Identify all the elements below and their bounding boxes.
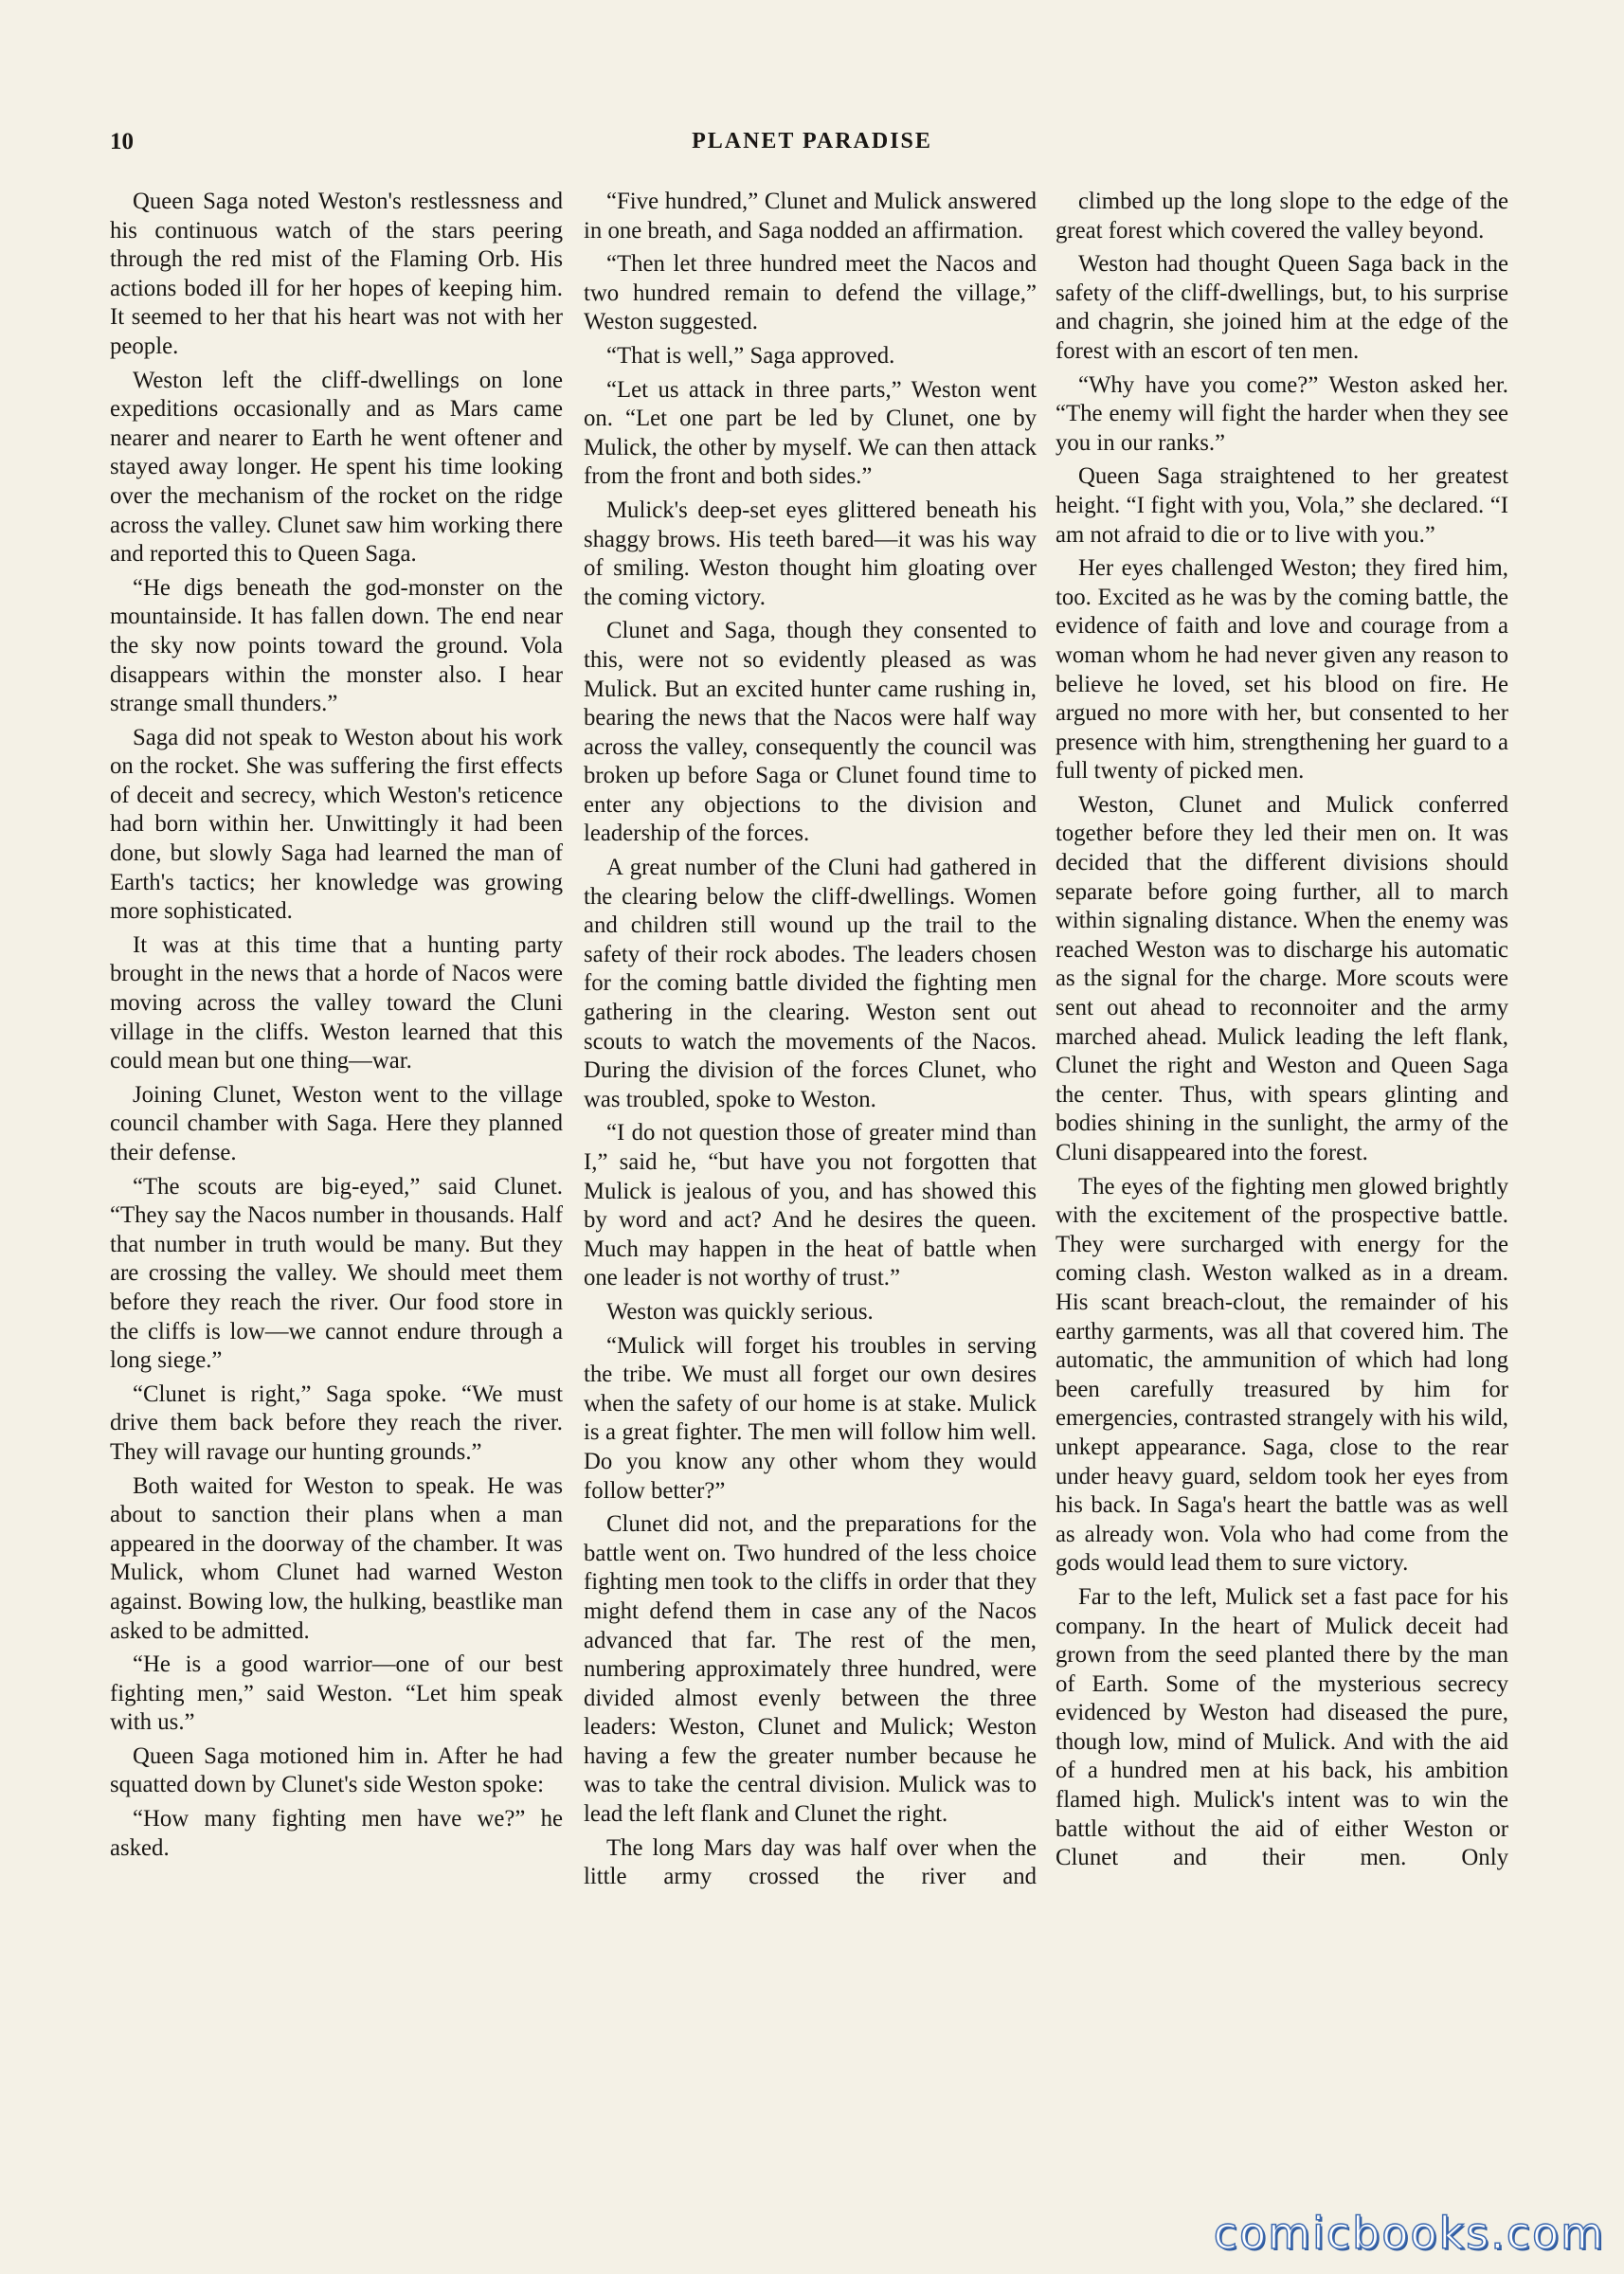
paragraph: “Then let three hundred meet the Nacos and two hundred remain to defend the village,” Weston suggested. [584,251,1037,335]
paragraph: “Mulick will forget his troubles in serving the tribe. We must all forget our own desires when the safety of our home is at stake. Mulick is a great fighter. The men will follow him well. Do you know any other whom they would follow better?” [584,1332,1037,1504]
paragraph: Both waited for Weston to speak. He was about to sanction their plans when a man appeared in the doorway of the chamber. It was Mulick, whom Clunet had warned Weston against. Bowing low, the hulking, beastlike man asked to be admitted. [110,1472,563,1644]
paragraph: Weston had thought Queen Saga back in the safety of the cliff-dwellings, but, to his surprise and chagrin, she joined him at the edge of the forest with an escort of ten men. [1056,251,1508,364]
paragraph: Clunet and Saga, though they consented to this, were not so evidently pleased as was Mulick. But an excited hunter came rushing in, bearing the news that the Nacos were half way across the valley, consequently the council was broken up before Saga or Clunet found time to enter any objections to the division and leadership of the forces. [584,618,1037,847]
page-number: 10 [110,129,134,154]
running-title: PLANET PARADISE [692,129,932,153]
paragraph: “That is well,” Saga approved. [606,342,895,369]
page-header [0,129,1624,167]
paragraph: Queen Saga straightened to her greatest height. “I fight with you, Vola,” she declared. “I am not afraid to die or to live with you.” [1056,463,1508,548]
paragraph: climbed up the long slope to the edge of the great forest which covered the valley beyond. [1056,189,1508,244]
paragraph: The long Mars day was half over when the little army crossed the river and [584,1834,1037,1890]
watermark-logo: comicbooks.com [1213,2208,1605,2259]
paragraph: “Let us attack in three parts,” Weston went on. “Let one part be led by Clunet, one by Mulick, the other by myself. We can then attack from the front and both sides.” [584,376,1037,490]
text-column-1 [110,188,563,2139]
paragraph: Weston was quickly serious. [606,1298,874,1325]
paragraph: “How many fighting men have we?” he asked. [110,1806,563,1861]
paragraph: Clunet did not, and the preparations for the battle went on. Two hundred of the less choice fighting men took to the cliffs in order that they might defend them in case any of the Nacos advanced that far. The rest of the men, numbering approximately three hundred, were divided almost evenly between the three leaders: Weston, Clunet and Mulick; Weston having a few the greater number because he was to take the central division. Mulick was to lead the left flank and Clunet the right. [584,1511,1037,1828]
paragraph: Joining Clunet, Weston went to the village council chamber with Saga. Here they planned their defense. [110,1081,563,1165]
paragraph: The eyes of the fighting men glowed brightly with the excitement of the prospective battle. They were surcharged with energy for the coming clash. Weston walked as in a dream. His scant breach-clout, the remainder of his earthy garments, was all that covered him. The automatic, the ammunition of which had long been carefully treasured by him for emergencies, contrasted strangely with his wild, unkept appearance. Saga, close to the rear under heavy guard, seldom took her eyes from his back. In Saga's heart the battle was as well as already won. Vola who had come from the gods would lead them to sure victory. [1056,1173,1508,1577]
paragraph: “He digs beneath the god-monster on the mountainside. It has fallen down. The end near the sky now points toward the ground. Vola disappears within the monster also. I hear strange small thunders.” [110,574,563,717]
paragraph: Queen Saga noted Weston's restlessness and his continuous watch of the stars peering through the red mist of the Flaming Orb. His actions boded ill for her hopes of keeping him. It seemed to her that his heart was not with her people. [110,189,563,359]
paragraph: Saga did not speak to Weston about his work on the rocket. She was suffering the first effects of deceit and secrecy, which Weston's reticence had born within her. Unwittingly it had been done, but slowly Saga had learned the man of Earth's tactics; her knowledge was growing more sophisticated. [110,724,563,925]
paragraph: “Clunet is right,” Saga spoke. “We must drive them back before they reach the river. They will ravage our hunting grounds.” [110,1381,563,1465]
paragraph: “The scouts are big-eyed,” said Clunet. “They say the Nacos number in thousands. Half that number in truth would be many. But they are crossing the valley. We should meet them before they reach the river. Our food store in the cliffs is low—we cannot endure through a long siege.” [110,1173,563,1374]
paragraph: “Five hundred,” Clunet and Mulick answered in one breath, and Saga nodded an affirmation. [584,189,1037,244]
paragraph: Far to the left, Mulick set a fast pace for his company. In the heart of Mulick deceit had grown from the seed planted there by the man of Earth. Some of the mysterious secrecy evidenced by Weston had diseased the pure, though low, mind of Mulick. And with the aid of a hundred men at his back, his ambition flamed high. Mulick's intent was to win the battle without the aid of either Weston or Clunet and their men. Only [1056,1583,1508,1871]
paragraph: Weston left the cliff-dwellings on lone expeditions occasionally and as Mars came nearer and nearer to Earth he went oftener and stayed away longer. He spent his time looking over the mechanism of the rocket on the ridge across the valley. Clunet saw him working there and reported this to Queen Saga. [110,367,563,568]
text-column-3 [1056,188,1508,2139]
paragraph: It was at this time that a hunting party brought in the news that a horde of Nacos were moving across the valley toward the Cluni village in the cliffs. Weston learned that this could mean but one thing—war. [110,931,563,1074]
paragraph: “He is a good warrior—one of our best fighting men,” said Weston. “Let him speak with us.” [110,1651,563,1736]
paragraph: Queen Saga motioned him in. After he had squatted down by Clunet's side Weston spoke: [110,1742,563,1798]
paragraph: “I do not question those of greater mind than I,” said he, “but have you not forgotten that Mulick is jealous of you, and has showed this by word and act? And he desires the queen. Much may happen in the heat of battle when one leader is not worthy of trust.” [584,1120,1037,1291]
text-column-2 [584,188,1037,2139]
paragraph: Weston, Clunet and Mulick conferred together before they led their men on. It was decided that the different divisions should separate before going further, all to march within signaling distance. When the enemy was reached Weston was to discharge his automatic as the signal for the charge. More scouts were sent out ahead to reconnoiter and the army marched ahead. Mulick leading the left flank, Clunet the right and Weston and Queen Saga the center. Thus, with spears glinting and bodies shining in the sunlight, the army of the Cluni disappeared into the forest. [1056,791,1508,1165]
paragraph: “Why have you come?” Weston asked her. “The enemy will fight the harder when they see you in our ranks.” [1056,371,1508,456]
paragraph: Her eyes challenged Weston; they fired him, too. Excited as he was by the coming battle, the evidence of faith and love and courage from a woman whom he had never given any reason to believe he loved, set his blood on fire. He argued no more with her, but consented to her presence with him, strengthening her guard to a full twenty of picked men. [1056,555,1508,785]
paragraph: Mulick's deep-set eyes glittered beneath his shaggy brows. His teeth bared—it was his way of smiling. Weston thought him gloating over the coming victory. [584,496,1037,610]
paragraph: A great number of the Cluni had gathered in the clearing below the cliff-dwellings. Women and children still wound up the trail to the safety of their rock abodes. The leaders chosen for the coming battle divided the fighting men gathering in the clearing. Weston sent out scouts to watch the movements of the Nacos. During the division of the forces Clunet, who was troubled, spoke to Weston. [584,855,1037,1112]
